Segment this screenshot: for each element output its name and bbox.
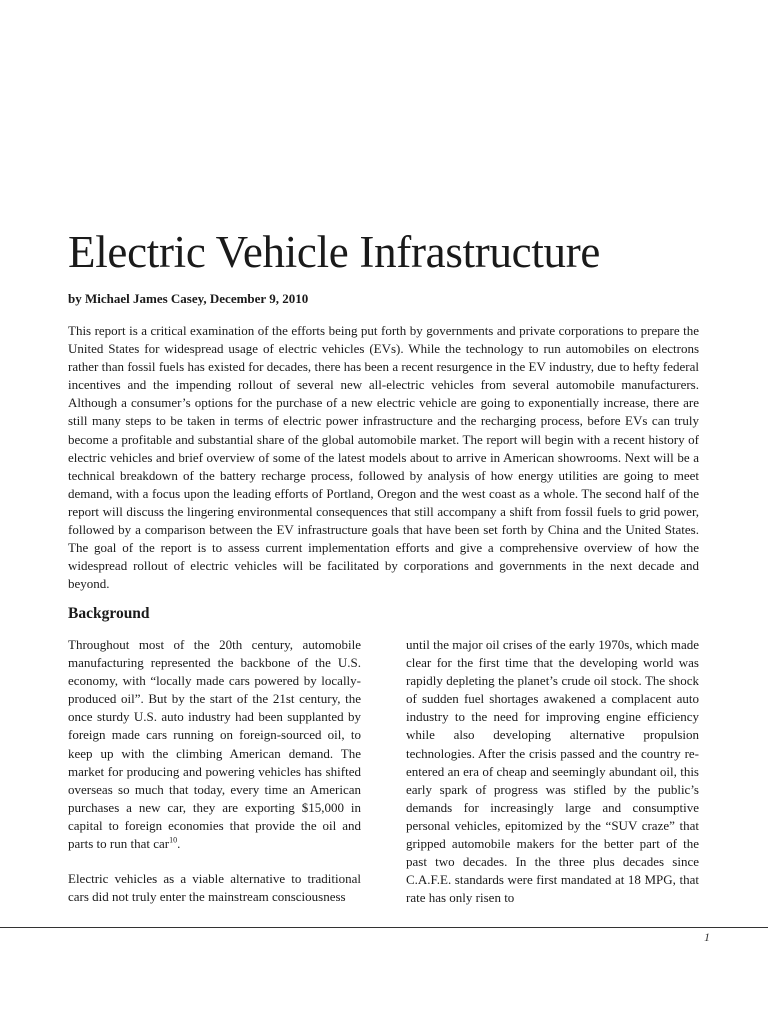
left-column — [68, 636, 361, 908]
left-paragraph-2: Electric vehicles as a viable alternative to traditional cars did not truly enter the mainstream consciousness — [68, 871, 361, 905]
footnote-reference[interactable]: 10 — [169, 835, 178, 845]
section-heading-background: Background — [68, 605, 150, 622]
right-column — [406, 636, 699, 908]
byline: by Michael James Casey, December 9, 2010 — [68, 291, 309, 306]
left-paragraph-1-text: Throughout most of the 20th century, automobile manufacturing represented the backbone of the U.S. economy, with “locally made cars powered by locally-produced oil”. But by the start of the 21st century, the once sturdy U.S. auto industry had been supplanted by foreign made cars running on foreign-sourced oil, to keep up with the climbing American demand. The market for producing and powering vehicles has shifted overseas so much that today, every time an American purchases a new car, they are exporting $15,000 in capital to foreign economies that provide the oil and parts to run that car — [68, 637, 361, 852]
footer-divider — [0, 927, 768, 928]
right-paragraph-1: until the major oil crises of the early 1970s, which made clear for the first time that the developing world was rapidly depleting the planet’s crude oil stock. The shock of sudden fuel shortages awakened a complacent auto industry to the need for improving engine efficiency while also developing alternative propulsion technologies. After the crisis passed and the country re-entered an era of cheap and seemingly abundant oil, this early spark of progress was stifled by the public’s demands for increasingly large and consumptive personal vehicles, epitomized by the “SUV craze” that gripped automobile makers for the better part of the past two decades. In the three plus decades since C.A.F.E. standards were first mandated at 18 MPG, that rate has only risen to — [406, 637, 699, 906]
left-paragraph-1-end: . — [177, 836, 181, 852]
intro-paragraph: This report is a critical examination of the efforts being put forth by governments and private corporations to prepare the United States for widespread usage of electric vehicles (EVs). While the technology to run automobiles on electrons rather than fossil fuels has existed for decades, there has been a recent resurgence in the EV industry, due to hefty federal incentives and the impending rollout of several new all-electric vehicles from several automobile manufacturers. Although a consumer’s options for the purchase of a new electric vehicle are going to exponentially increase, there are still many steps to be taken in terms of electric power infrastructure and the recharging process, before EVs can truly become a profitable and substantial share of the global automobile market. The report will begin with a recent history of electric vehicles and brief overview of some of the latest models about to arrive in American showrooms. Next will be a technical breakdown of the battery recharge process, followed by analysis of how energy utilities are going to meet demand, with a focus upon the leading efforts of Portland, Oregon and the west coast as a whole. The second half of the report will discuss the lingering environmental consequences that still accompany a shift from fossil fuels to grid power, followed by a comparison between the EV infrastructure goals that have been set forth by China and the United States. The goal of the report is to assess current implementation efforts and give a comprehensive overview of how the widespread rollout of electric vehicles will be facilitated by corporations and governments in the next decade and beyond. — [68, 323, 699, 592]
left-paragraph-1 — [68, 636, 361, 853]
page-title: Electric Vehicle Infrastructure — [68, 227, 601, 277]
page-number: 1 — [704, 930, 710, 944]
